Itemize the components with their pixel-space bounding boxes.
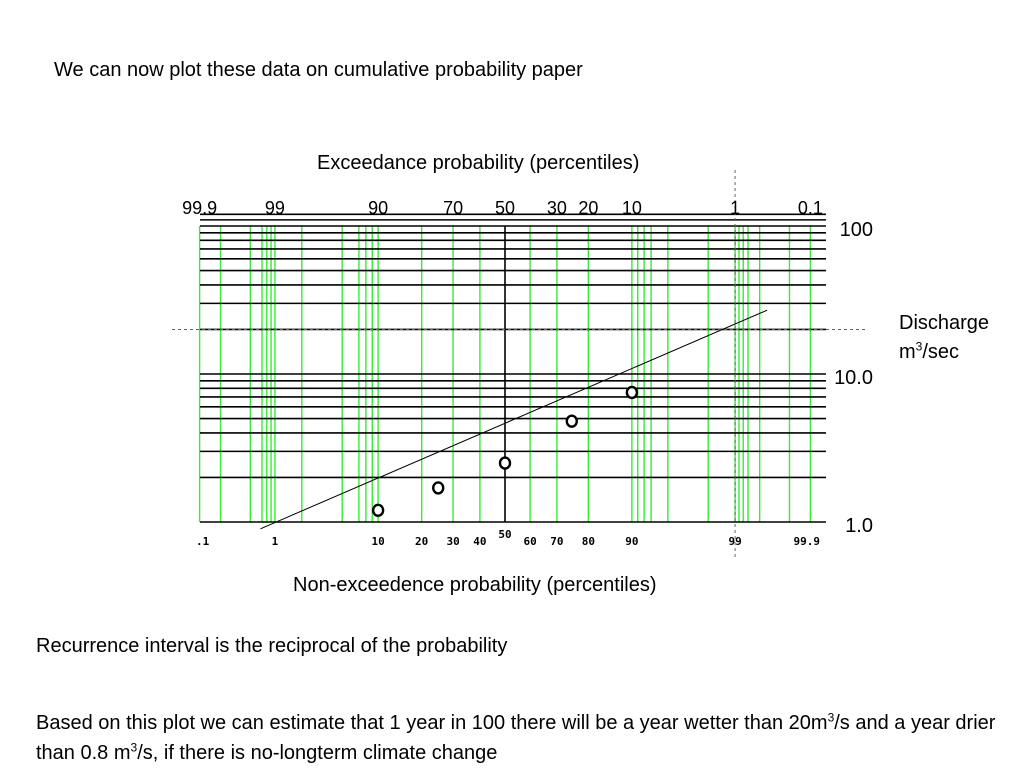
- bottom-tick-label: 10: [371, 535, 385, 548]
- conclusion-sup-2: 3: [130, 740, 138, 755]
- conclusion-part-2: /s and a year drier than 0.8 m: [36, 712, 996, 764]
- bottom-tick-label: 50: [498, 528, 512, 541]
- data-point: [433, 482, 443, 493]
- bottom-tick-label: 30: [446, 535, 460, 548]
- top-tick-label: 0.1: [797, 198, 823, 218]
- y-axis-title-line1: Discharge: [899, 312, 990, 334]
- bottom-tick-label: 20: [415, 535, 429, 548]
- y-axis-unit-rest: /sec: [922, 341, 960, 363]
- conclusion-part-1: Based on this plot we can estimate that 1 year in 100 there will be a year wetter than 20m: [36, 712, 828, 734]
- bottom-tick-label: 1: [271, 535, 279, 548]
- conclusion-sup-1: 3: [827, 710, 835, 725]
- bottom-tick-label: 60: [523, 535, 537, 548]
- y-tick-label: 1.0: [845, 515, 873, 537]
- top-tick-label: 90: [368, 198, 389, 218]
- top-tick-label: 70: [443, 198, 464, 218]
- data-point: [627, 387, 637, 398]
- top-axis-title: Exceedance probability (percentiles): [317, 152, 640, 174]
- y-tick-label: 100: [839, 219, 873, 241]
- data-point: [500, 458, 510, 469]
- top-tick-label: 99: [264, 198, 285, 218]
- bottom-tick-label: 90: [625, 535, 639, 548]
- bottom-tick-label: .1: [196, 535, 210, 548]
- conclusion-part-3: /s, if there is no-longterm climate change: [137, 742, 498, 764]
- top-tick-label: 99.9: [182, 198, 218, 218]
- top-tick-label: 30: [546, 198, 567, 218]
- top-tick-label: 20: [578, 198, 599, 218]
- bottom-tick-label: 40: [473, 535, 487, 548]
- intro-text: We can now plot these data on cumulative probability paper: [54, 59, 583, 81]
- top-tick-label: 10: [621, 198, 642, 218]
- x-axis-title: Non-exceedence probability (percentiles): [293, 574, 657, 596]
- y-axis-unit-sup: 3: [915, 339, 923, 354]
- y-axis-unit-base: m: [899, 341, 916, 363]
- top-tick-label: 1: [730, 198, 741, 218]
- data-point: [567, 416, 577, 427]
- bottom-tick-label: 99: [728, 535, 742, 548]
- bottom-tick-label: 99.9: [793, 535, 820, 548]
- recurrence-text: Recurrence interval is the reciprocal of the probability: [36, 635, 508, 657]
- bottom-tick-label: 80: [581, 535, 595, 548]
- fit-line: [260, 310, 767, 529]
- y-tick-label: 10.0: [834, 367, 873, 389]
- top-tick-label: 50: [494, 198, 516, 218]
- data-point: [373, 505, 383, 516]
- bottom-tick-label: 70: [550, 535, 564, 548]
